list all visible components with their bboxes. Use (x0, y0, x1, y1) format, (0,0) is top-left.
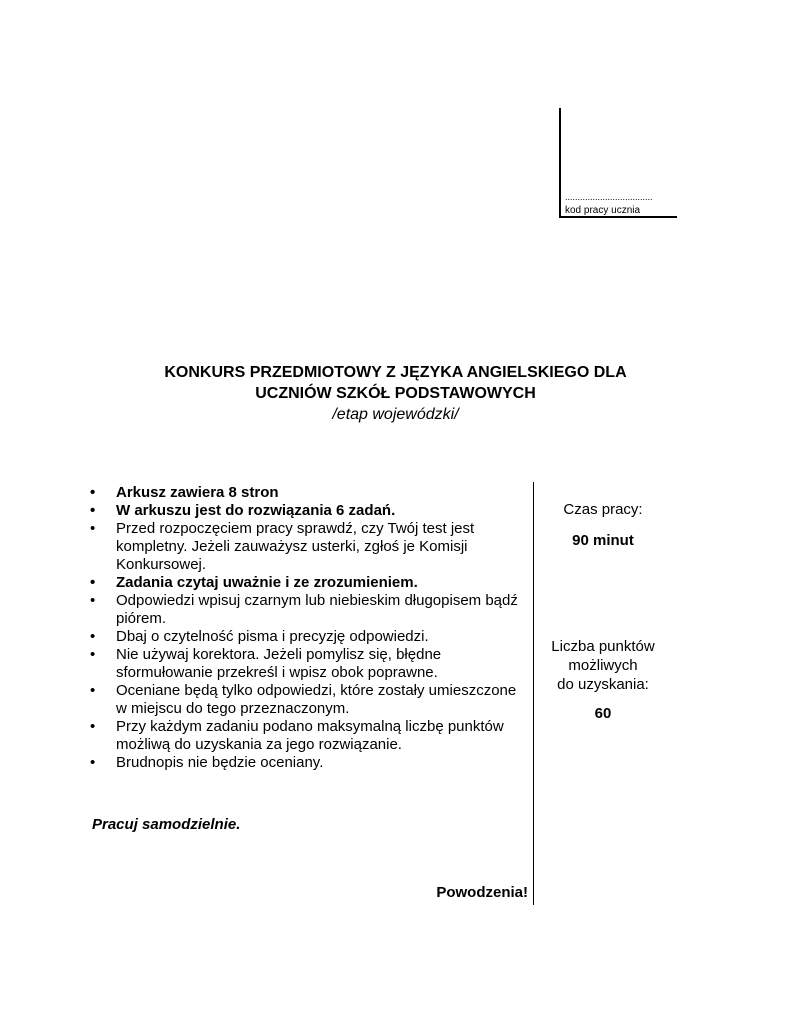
document-title (0, 362, 791, 426)
title-subtitle: /etap wojewódzki/ (332, 406, 459, 423)
instruction-item (90, 754, 530, 772)
time-label: Czas pracy: (563, 501, 643, 518)
code-dotted-line: ................................... (565, 192, 653, 202)
bullet-icon: • (90, 592, 96, 609)
bullet-icon: • (90, 754, 96, 771)
good-luck-note: Powodzenia! (436, 884, 528, 901)
code-box-horizontal-line (559, 216, 677, 218)
instruction-item (90, 628, 530, 646)
instruction-item (90, 646, 530, 682)
instruction-text: Odpowiedzi wpisuj czarnym lub niebieskim długopisem bądź piórem. (116, 592, 518, 627)
instruction-text: Arkusz zawiera 8 stron (116, 484, 279, 501)
bullet-icon: • (90, 502, 96, 519)
instruction-text: Brudnopis nie będzie oceniany. (116, 754, 324, 771)
time-value: 90 minut (572, 532, 634, 549)
points-value: 60 (594, 705, 612, 722)
bullet-icon: • (90, 574, 96, 591)
instruction-text: Zadania czytaj uważnie i ze zrozumieniem. (116, 574, 418, 591)
work-alone-note: Pracuj samodzielnie. (92, 816, 241, 833)
title-line-1: KONKURS PRZEDMIOTOWY Z JĘZYKA ANGIELSKIEGO DLA (164, 364, 627, 381)
instruction-item (90, 592, 530, 628)
instruction-item (90, 574, 530, 592)
bullet-icon: • (90, 520, 96, 537)
instruction-item (90, 718, 530, 754)
bullet-icon: • (90, 718, 96, 735)
instruction-text: Przed rozpoczęciem pracy sprawdź, czy Twój test jest kompletny. Jeżeli zauważysz usterki, zgłoś je Komisji Konkursowej. (116, 520, 475, 573)
bullet-icon: • (90, 682, 96, 699)
instructions-list (90, 484, 530, 772)
instruction-item (90, 502, 530, 520)
instruction-text: Dbaj o czytelność pisma i precyzję odpowiedzi. (116, 628, 429, 645)
student-code-box (559, 108, 677, 218)
bullet-icon: • (90, 484, 96, 501)
instruction-text: W arkuszu jest do rozwiązania 6 zadań. (116, 502, 396, 519)
instruction-item (90, 484, 530, 502)
column-divider (533, 482, 534, 905)
instruction-item (90, 520, 530, 574)
points-label-1: Liczba punktów (551, 638, 655, 655)
bullet-icon: • (90, 646, 96, 663)
instruction-text: Nie używaj korektora. Jeżeli pomylisz się, błędne sformułowanie przekreśl i wpisz obok poprawne. (116, 646, 442, 681)
points-label-2: możliwych (568, 657, 638, 674)
instruction-text: Oceniane będą tylko odpowiedzi, które zostały umieszczone w miejscu do tego przeznaczonym. (116, 682, 517, 717)
bullet-icon: • (90, 628, 96, 645)
title-line-2: UCZNIÓW SZKÓŁ PODSTAWOWYCH (255, 385, 536, 402)
code-box-vertical-line (559, 108, 561, 218)
points-label-3: do uzyskania: (557, 676, 649, 693)
instruction-item (90, 682, 530, 718)
code-label: kod pracy ucznia (565, 205, 641, 216)
instruction-text: Przy każdym zadaniu podano maksymalną liczbę punktów możliwą do uzyskania za jego rozwiązanie. (116, 718, 504, 753)
